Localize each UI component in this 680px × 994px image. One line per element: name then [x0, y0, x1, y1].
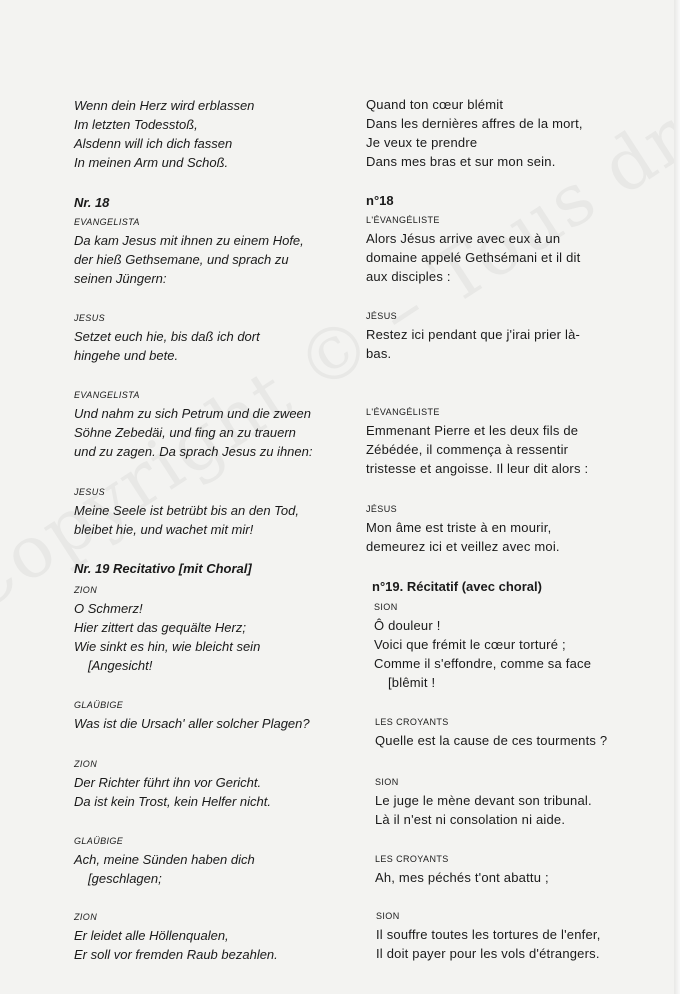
text-line: seinen Jüngern:	[74, 271, 167, 286]
de-zion-passage-1	[74, 584, 260, 675]
speaker-label: SION	[374, 602, 398, 612]
text-line: Söhne Zebedäi, und fing an zu trauern	[74, 425, 296, 440]
fr-jesus-passage-2	[366, 503, 560, 556]
text-line: Ô douleur !	[374, 618, 441, 633]
fr-jesus-passage-1	[366, 310, 580, 363]
text-line: Wie sinkt es hin, wie bleicht sein	[74, 639, 261, 654]
text-line: Restez ici pendant que j'irai prier là-	[366, 327, 581, 342]
de-evangelist-passage-2	[74, 389, 312, 461]
text-line: [blêmit !	[388, 675, 436, 690]
text-line: tristesse et angoisse. Il leur dit alors :	[366, 461, 589, 476]
text-line: aux disciples :	[366, 269, 451, 284]
de-zion-passage-2	[74, 758, 271, 811]
text-line: Mon âme est triste à en mourir,	[366, 520, 552, 535]
text-line: Alors Jésus arrive avec eux à un	[366, 231, 561, 246]
speaker-label: ZION	[74, 759, 98, 769]
text-line: Wenn dein Herz wird erblassen	[74, 98, 255, 113]
fr-evangelist-passage-1	[366, 214, 580, 286]
text-line: Comme il s'effondre, comme sa face	[374, 656, 592, 671]
text-line: Ah, mes péchés t'ont abattu ;	[375, 870, 549, 885]
text-line: Il doit payer pour les vols d'étrangers.	[376, 946, 600, 961]
speaker-label: GLAÜBIGE	[74, 836, 124, 846]
text-line: Im letzten Todesstoß,	[74, 117, 198, 132]
speaker-label: LES CROYANTS	[375, 854, 449, 864]
text-line: Und nahm zu sich Petrum und die zween	[74, 406, 312, 421]
text-line: bas.	[366, 346, 392, 361]
text-line: Là il n'est ni consolation ni aide.	[375, 812, 566, 827]
text-line: Setzet euch hie, bis daß ich dort	[74, 329, 260, 344]
speaker-label: L'ÉVANGÉLISTE	[366, 407, 440, 417]
fr-sion-passage-1	[374, 601, 591, 692]
section-heading-nr19-de: Nr. 19 Recitativo [mit Choral]	[74, 561, 252, 576]
speaker-label: JESUS	[74, 313, 106, 323]
speaker-label: JÉSUS	[366, 504, 398, 514]
de-glaeubige-passage-1	[74, 699, 310, 733]
text-line: Der Richter führt ihn vor Gericht.	[74, 775, 262, 790]
speaker-label: LES CROYANTS	[375, 717, 449, 727]
text-line: domaine appelé Gethsémani et il dit	[366, 250, 581, 265]
text-line: Er soll vor fremden Raub bezahlen.	[74, 947, 278, 962]
speaker-label: SION	[376, 911, 400, 921]
fr-sion-passage-3	[376, 910, 601, 963]
section-heading-nr18-de: Nr. 18	[74, 195, 110, 210]
text-line: demeurez ici et veillez avec moi.	[366, 539, 560, 554]
text-line: Voici que frémit le cœur torturé ;	[374, 637, 566, 652]
text-line: Ach, meine Sünden haben dich	[74, 852, 255, 867]
text-line: der hieß Gethsemane, und sprach zu	[74, 252, 289, 267]
speaker-label: EVANGELISTA	[74, 217, 140, 227]
speaker-label: JÉSUS	[366, 311, 398, 321]
text-line: hingehe und bete.	[74, 348, 179, 363]
text-line: Dans mes bras et sur mon sein.	[366, 154, 556, 169]
text-line: Dans les dernières affres de la mort,	[366, 116, 583, 131]
german-stanza	[74, 96, 254, 172]
text-line: [Angesicht!	[88, 658, 153, 673]
text-line: Le juge le mène devant son tribunal.	[375, 793, 592, 808]
text-line: Alsdenn will ich dich fassen	[74, 136, 233, 151]
text-line: Was ist die Ursach' aller solcher Plagen?	[74, 716, 310, 731]
page-edge	[674, 0, 680, 994]
de-glaeubige-passage-2	[74, 835, 255, 888]
de-jesus-passage-1	[74, 312, 260, 365]
text-line: Meine Seele ist betrübt bis an den Tod,	[74, 503, 299, 518]
text-line: Zébédée, il commença à ressentir	[366, 442, 569, 457]
text-line: O Schmerz!	[74, 601, 143, 616]
french-stanza	[366, 95, 583, 171]
text-line: Hier zittert das gequälte Herz;	[74, 620, 246, 635]
fr-sion-passage-2	[375, 776, 592, 829]
text-line: [geschlagen;	[88, 871, 162, 886]
text-line: Da ist kein Trost, kein Helfer nicht.	[74, 794, 271, 809]
de-zion-passage-3	[74, 911, 278, 964]
text-line: Je veux te prendre	[366, 135, 478, 150]
text-line: bleibet hie, und wachet mit mir!	[74, 522, 254, 537]
fr-croyants-passage-2	[375, 853, 549, 887]
text-line: In meinen Arm und Schoß.	[74, 155, 229, 170]
speaker-label: L'ÉVANGÉLISTE	[366, 215, 440, 225]
text-line: Il souffre toutes les tortures de l'enfer,	[376, 927, 601, 942]
section-heading-nr19-fr: n°19. Récitatif (avec choral)	[372, 579, 542, 594]
text-line: Emmenant Pierre et les deux fils de	[366, 423, 579, 438]
text-line: Er leidet alle Höllenqualen,	[74, 928, 229, 943]
section-heading-nr18-fr: n°18	[366, 193, 394, 208]
fr-evangelist-passage-2	[366, 406, 588, 478]
de-evangelist-passage-1	[74, 216, 304, 288]
speaker-label: SION	[375, 777, 399, 787]
text-line: Quelle est la cause de ces tourments ?	[375, 733, 608, 748]
speaker-label: ZION	[74, 912, 98, 922]
fr-croyants-passage-1	[375, 716, 607, 750]
speaker-label: ZION	[74, 585, 98, 595]
speaker-label: GLAÜBIGE	[74, 700, 124, 710]
text-line: Quand ton cœur blémit	[366, 97, 504, 112]
de-jesus-passage-2	[74, 486, 299, 539]
text-line: und zu zagen. Da sprach Jesus zu ihnen:	[74, 444, 313, 459]
text-line: Da kam Jesus mit ihnen zu einem Hofe,	[74, 233, 304, 248]
speaker-label: EVANGELISTA	[74, 390, 140, 400]
speaker-label: JESUS	[74, 487, 106, 497]
